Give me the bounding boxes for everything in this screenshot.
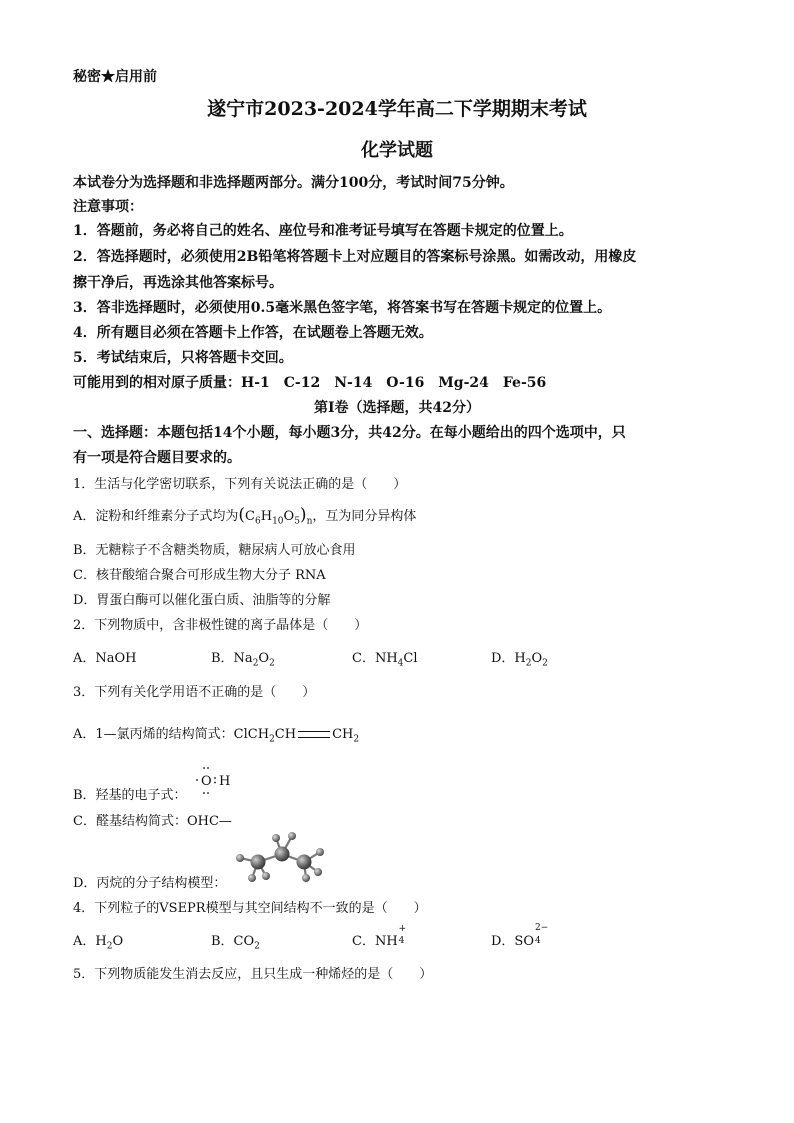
- svg-text:H: H: [219, 774, 231, 789]
- page-title: 遂宁市2023-2024学年高二下学期期末考试: [207, 98, 587, 120]
- q1-option-b: B．无糖粽子不含糖类物质，糖尿病人可放心食用: [73, 543, 356, 558]
- q2-option-c: C．$NH_4Cl$: [352, 651, 418, 669]
- secret-label: 秘密★启用前: [73, 69, 157, 85]
- q4-option-d: D．SO 2− 4: [491, 923, 549, 949]
- notice-4: 4．所有题目必须在答题卡上作答，在试题卷上答题无效。: [73, 325, 433, 341]
- q3-option-b: B．羟基的电子式：: [73, 788, 187, 803]
- q2-option-a: A．NaOH: [73, 651, 137, 666]
- svg-text:O: O: [201, 774, 212, 789]
- section-title: 第Ⅰ卷（选择题，共42分）: [313, 400, 481, 416]
- notice-2a: 2．答选择题时，必须使用2B铅笔将答题卡上对应题目的答案标号涂黑。如需改动，用橡皮: [73, 249, 637, 265]
- q4-option-c: C．NH + 4: [352, 924, 407, 949]
- q3-option-c: C．醛基结构简式：OHC—: [73, 814, 232, 829]
- page-subtitle: 化学试题: [361, 140, 433, 161]
- notice-2b: 擦干净后，再选涂其他答案标号。: [73, 275, 283, 291]
- q4-option-b: B．$CO_2$: [211, 934, 260, 952]
- section-desc-a: 一、选择题：本题包括14个小题，每小题3分，共42分。在每小题给出的四个选项中，只: [73, 425, 626, 441]
- hydroxyl-electron-formula: [192, 764, 238, 798]
- q2-stem: 2．下列物质中，含非极性键的离子晶体是（ ）: [73, 618, 368, 633]
- q2-option-d: D．$H_2O_2$: [491, 651, 548, 669]
- q3-option-d: D．丙烷的分子结构模型：: [73, 876, 227, 891]
- notice-5: 5．考试结束后，只将答题卡交回。: [73, 350, 293, 366]
- q1-option-a: A．淀粉和纤维素分子式均为$(C_6H_{10}O_5)_n$，互为同分异构体: [73, 505, 417, 527]
- atomic-masses: 可能用到的相对原子质量：H-1 C-12 N-14 O-16 Mg-24 Fe-56: [73, 375, 547, 391]
- notice-title: 注意事项：: [73, 199, 143, 215]
- section-desc-b: 有一项是符合题目要求的。: [73, 450, 241, 466]
- q1-option-d: D．胃蛋白酶可以催化蛋白质、油脂等的分解: [73, 593, 331, 608]
- q3-stem: 3．下列有关化学用语不正确的是（ ）: [73, 685, 316, 700]
- q5-stem: 5．下列物质能发生消去反应，且只生成一种烯烃的是（ ）: [73, 967, 433, 982]
- intro-line: 本试卷分为选择题和非选择题两部分。满分100分，考试时间75分钟。: [73, 175, 514, 191]
- q2-option-b: B．$Na_2O_2$: [211, 651, 275, 669]
- q4-stem: 4．下列粒子的VSEPR模型与其空间结构不一致的是（ ）: [73, 901, 427, 916]
- q1-option-c: C．核苷酸缩合聚合可形成生物大分子 RNA: [73, 568, 326, 583]
- q3-option-a: A．1—氯丙烯的结构简式：ClCH$_2$CH $CH_2$: [73, 727, 360, 745]
- propane-model-image: [232, 828, 328, 886]
- q1-stem: 1．生活与化学密切联系，下列有关说法正确的是（ ）: [73, 477, 407, 492]
- q4-option-a: A．$H_2O$: [73, 934, 124, 952]
- notice-1: 1．答题前，务必将自己的姓名、座位号和准考证号填写在答题卡规定的位置上。: [73, 223, 573, 239]
- notice-3: 3．答非选择题时，必须使用0.5毫米黑色签字笔，将答案书写在答题卡规定的位置上。: [73, 300, 612, 316]
